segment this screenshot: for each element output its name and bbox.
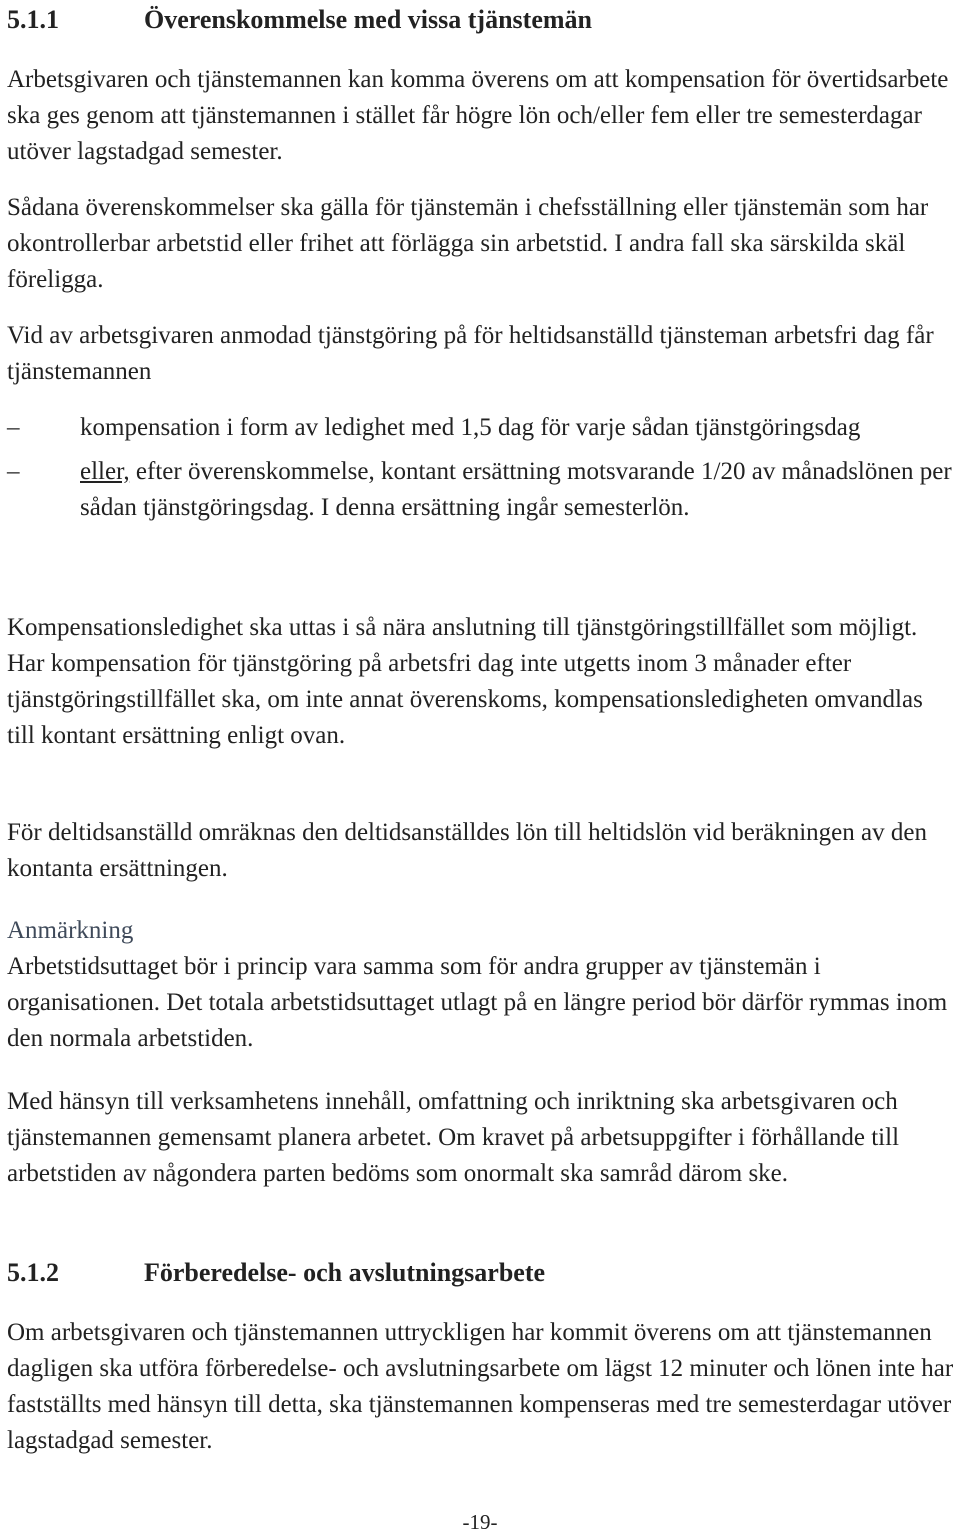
section-heading-5-1-2 bbox=[7, 1255, 545, 1291]
underlined-text: eller, bbox=[80, 458, 130, 485]
paragraph-compensation-leave: Kompensationsledighet ska uttas i så nära anslutning till tjänstgöringstillfället som möjligt. Har kompensation för tjänstgöring på arbetsfri dag inte utgetts inom 3 månader efter tjänstgöringstillfället ska, om inte annat överenskoms, kompensationsledigheten omvandlas till kontant ersättning enligt ovan. bbox=[7, 614, 923, 749]
list-bullet: – bbox=[7, 458, 20, 485]
paragraph-overtime-compensation: Arbetsgivaren och tjänstemannen kan komma överens om att kompensation för övertidsarbete ska ges genom att tjänstemannen i stället får högre lön och/eller fem eller tre semesterdagar utöver lagstadgad semester. bbox=[7, 66, 949, 165]
note-text: Arbetstidsuttaget bör i princip vara samma som för andra grupper av tjänstemän i organisationen. Det totala arbetstidsuttaget utlagt på en längre period bör därför rymmas inom den normala arbetstiden. bbox=[7, 953, 948, 1052]
section-heading-5-1-1 bbox=[7, 2, 592, 38]
list-bullet: – bbox=[7, 414, 20, 441]
paragraph-part-time: För deltidsanställd omräknas den deltidsanställdes lön till heltidslön vid beräkningen av den kontanta ersättningen. bbox=[7, 819, 927, 882]
paragraph-preparation-work: Om arbetsgivaren och tjänstemannen uttryckligen har kommit överens om att tjänstemannen dagligen ska utföra förberedelse- och avslutningsarbete om lägst 12 minuter och lönen inte har fastställts med hänsyn till detta, ska tjänstemannen kompenseras med tre semesterdagar utöver lagstadgad semester. bbox=[7, 1319, 954, 1454]
page-number: -19- bbox=[462, 1510, 498, 1534]
note-block bbox=[7, 913, 955, 1057]
section-number: 5.1.1 bbox=[7, 5, 59, 34]
list-item-text: kompensation i form av ledighet med 1,5 dag för varje sådan tjänstgöringsdag bbox=[80, 414, 861, 441]
paragraph-free-day-duty: Vid av arbetsgivaren anmodad tjänstgöring på för heltidsanställd tjänsteman arbetsfri dag får tjänstemannen bbox=[7, 322, 934, 385]
section-title: Förberedelse- och avslutningsarbete bbox=[144, 1258, 546, 1287]
section-title: Överenskommelse med vissa tjänstemän bbox=[144, 5, 592, 34]
note-label: Anmärkning bbox=[7, 917, 134, 944]
list-item bbox=[7, 410, 955, 446]
paragraph-agreement-scope: Sådana överenskommelser ska gälla för tjänstemän i chefsställning eller tjänstemän som har okontrollerbar arbetstid eller frihet att förlägga sin arbetstid. I andra fall ska särskilda skäl föreligga. bbox=[7, 194, 929, 293]
list-item bbox=[7, 454, 955, 526]
paragraph-planning: Med hänsyn till verksamhetens innehåll, omfattning och inriktning ska arbetsgivaren och tjänstemannen gemensamt planera arbetet. Om kravet på arbetsuppgifter i förhållande till arbetstiden av någondera parten bedöms som onormalt ska samråd därom ske. bbox=[7, 1088, 900, 1187]
list-item-rest: efter överenskommelse, kontant ersättning motsvarande 1/20 av månadslönen per sådan tjänstgöringsdag. I denna ersättning ingår semesterlön. bbox=[80, 458, 952, 521]
list-item-text bbox=[80, 454, 955, 526]
section-number: 5.1.2 bbox=[7, 1258, 59, 1287]
compensation-list bbox=[7, 410, 955, 526]
